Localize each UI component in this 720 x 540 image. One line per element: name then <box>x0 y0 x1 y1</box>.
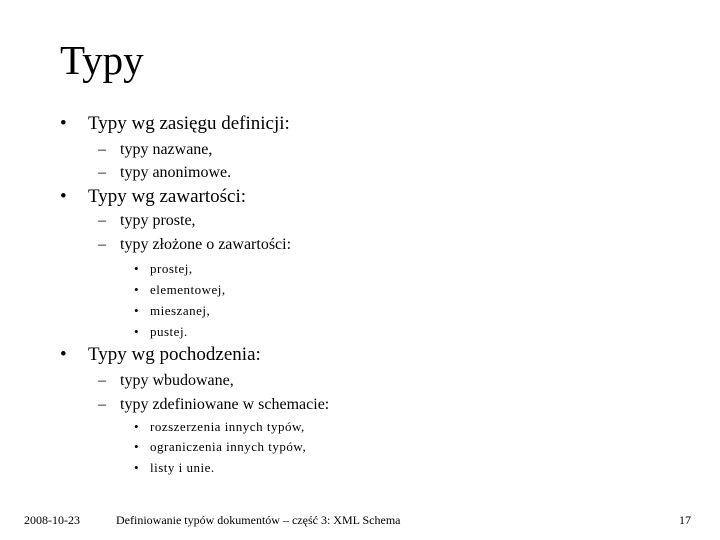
slide-title: Typy <box>60 37 144 83</box>
dash-icon: – <box>98 396 106 413</box>
bullet-icon: • <box>134 261 140 276</box>
bullet-icon: • <box>60 186 67 207</box>
subsub-item <box>134 323 334 341</box>
sub-item-text: typy zdefiniowane w schemacie: <box>120 396 330 413</box>
sub-item-text: typy proste, <box>120 212 196 229</box>
dash-icon: – <box>98 372 106 389</box>
subsub-item <box>134 260 334 278</box>
sub-item <box>98 210 358 231</box>
subsub-item <box>134 302 334 320</box>
bullet-icon: • <box>134 303 140 318</box>
subsub-item-text: rozszerzenia innych typów, <box>150 419 305 434</box>
subsub-item-text: listy i unie. <box>150 460 215 475</box>
subsub-item-text: pustej. <box>150 324 188 339</box>
sub-item-text: typy anonimowe. <box>120 164 232 181</box>
dash-icon: – <box>98 164 106 181</box>
dash-icon: – <box>98 141 106 158</box>
sub-item <box>98 234 398 255</box>
subsub-item <box>134 438 374 456</box>
bullet-text: Typy wg zawartości: <box>88 186 247 207</box>
bullet-icon: • <box>134 439 140 454</box>
bullet-item <box>60 343 380 367</box>
subsub-item <box>134 281 334 299</box>
bullet-item <box>60 112 380 136</box>
bullet-text: Typy wg zasięgu definicji: <box>88 113 290 134</box>
bullet-icon: • <box>134 282 140 297</box>
bullet-icon: • <box>60 344 67 365</box>
sub-item-text: typy nazwane, <box>120 141 213 158</box>
subsub-item <box>134 418 374 436</box>
sub-item <box>98 162 358 183</box>
footer-title: Definiowanie typów dokumentów – część 3: XML Schema <box>116 513 401 527</box>
sub-item <box>98 370 358 391</box>
subsub-item-text: prostej, <box>150 261 193 276</box>
sub-item <box>98 139 358 160</box>
page-number: 17 <box>679 513 691 527</box>
subsub-item-text: elementowej, <box>150 282 226 297</box>
sub-item-text: typy wbudowane, <box>120 372 234 389</box>
dash-icon: – <box>98 212 106 229</box>
subsub-item <box>134 459 374 477</box>
sub-item <box>98 394 398 415</box>
bullet-icon: • <box>134 460 140 475</box>
dash-icon: – <box>98 236 106 253</box>
bullet-item <box>60 185 380 209</box>
bullet-icon: • <box>134 324 140 339</box>
footer-date: 2008-10-23 <box>24 513 80 527</box>
subsub-item-text: mieszanej, <box>150 303 211 318</box>
bullet-text: Typy wg pochodzenia: <box>88 344 261 365</box>
subsub-item-text: ograniczenia innych typów, <box>150 439 307 454</box>
sub-item-text: typy złożone o zawartości: <box>120 236 292 253</box>
bullet-icon: • <box>134 419 140 434</box>
bullet-icon: • <box>60 113 67 134</box>
